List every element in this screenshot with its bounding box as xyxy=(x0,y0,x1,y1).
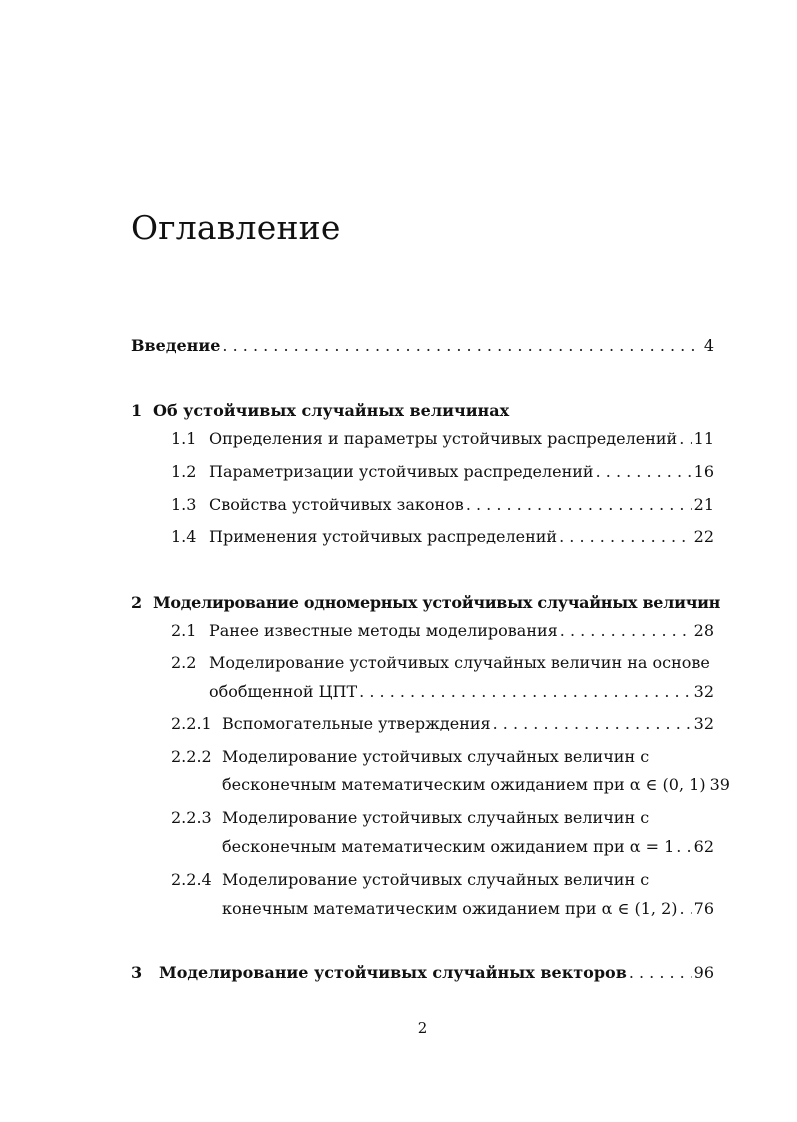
toc-page: 21 xyxy=(693,495,714,514)
toc-leader xyxy=(559,526,692,548)
section-label: Ранее известные методы моделирования xyxy=(209,621,558,640)
toc-page: 11 xyxy=(693,429,714,448)
chapter-number: 2 xyxy=(131,593,142,612)
toc-section-1-1[interactable] xyxy=(171,428,714,450)
section-label: Применения устойчивых распределений xyxy=(209,527,558,546)
section-number: 1.3 xyxy=(171,495,197,514)
section-label-line2: бесконечным математическим ожиданием при α ∈ (0, 1) xyxy=(222,775,706,794)
toc-chapter-2[interactable] xyxy=(131,592,720,614)
toc-leader xyxy=(466,494,692,516)
toc-page: 32 xyxy=(693,682,714,701)
section-label: Определения и параметры устойчивых распределений xyxy=(209,429,678,448)
section-label-line2: обобщенной ЦПТ xyxy=(209,682,358,701)
toc-section-2-2-3-cont[interactable] xyxy=(222,836,714,858)
toc-page: 28 xyxy=(693,621,714,640)
section-label-line1: Моделирование устойчивых случайных величин с xyxy=(222,808,650,827)
toc-page: 39 xyxy=(709,775,730,794)
toc-leader xyxy=(680,898,692,920)
section-label-line1: Моделирование устойчивых случайных величин на основе xyxy=(209,653,710,672)
section-number: 2.1 xyxy=(171,621,197,640)
toc-leader xyxy=(676,836,691,858)
toc-section-1-3[interactable] xyxy=(171,494,714,516)
page-title: Оглавление xyxy=(131,208,341,247)
toc-label: Введение xyxy=(131,336,221,355)
section-number: 2.2 xyxy=(171,653,197,672)
toc-chapter-1[interactable] xyxy=(131,400,509,422)
toc-section-2-2-4-cont[interactable] xyxy=(222,898,714,920)
section-label: Параметризации устойчивых распределений xyxy=(209,462,594,481)
toc-section-2-2-cont[interactable] xyxy=(209,681,714,703)
section-label-line1: Моделирование устойчивых случайных величин с xyxy=(222,747,650,766)
toc-page: 32 xyxy=(693,714,714,733)
section-number: 2.2.1 xyxy=(171,714,212,733)
toc-section-2-2-2-cont[interactable] xyxy=(222,774,730,796)
toc-leader xyxy=(359,681,691,703)
chapter-title: Об устойчивых случайных величинах xyxy=(153,401,510,420)
toc-section-2-1[interactable] xyxy=(171,620,714,642)
section-number: 2.2.3 xyxy=(171,808,212,827)
section-label-line2: конечным математическим ожиданием при α ∈ (1, 2) xyxy=(222,899,678,918)
section-label-line2: бесконечным математическим ожиданием при α = 1 xyxy=(222,837,675,856)
toc-section-2-2-2[interactable] xyxy=(171,746,649,768)
chapter-title: Моделирование одномерных устойчивых случайных величин xyxy=(153,593,721,612)
page-number: 2 xyxy=(417,1019,428,1037)
section-number: 2.2.2 xyxy=(171,747,212,766)
chapter-title: Моделирование устойчивых случайных векторов xyxy=(159,963,627,982)
toc-leader xyxy=(560,620,692,642)
chapter-number: 3 xyxy=(131,963,143,982)
section-label: Вспомогательные утверждения xyxy=(222,714,491,733)
toc-leader xyxy=(629,962,692,984)
toc-leader xyxy=(679,428,691,450)
chapter-number: 1 xyxy=(131,401,143,420)
toc-page: 4 xyxy=(703,336,714,355)
toc-section-1-4[interactable] xyxy=(171,526,714,548)
section-number: 1.2 xyxy=(171,462,197,481)
toc-leader xyxy=(493,713,692,735)
toc-leader xyxy=(596,461,692,483)
toc-section-2-2-1[interactable] xyxy=(171,713,714,735)
section-number: 1.4 xyxy=(171,527,197,546)
toc-page: 62 xyxy=(693,837,714,856)
section-number: 1.1 xyxy=(171,429,197,448)
section-label: Свойства устойчивых законов xyxy=(209,495,464,514)
section-number: 2.2.4 xyxy=(171,870,212,889)
toc-leader xyxy=(222,335,701,357)
toc-page: 76 xyxy=(693,899,714,918)
toc-entry-intro[interactable] xyxy=(131,335,714,357)
toc-page: 22 xyxy=(693,527,714,546)
toc-section-2-2-3[interactable] xyxy=(171,807,649,829)
section-label-line1: Моделирование устойчивых случайных величин с xyxy=(222,870,650,889)
toc-page: 96 xyxy=(693,963,714,982)
toc-page: 16 xyxy=(693,462,714,481)
toc-section-1-2[interactable] xyxy=(171,461,714,483)
toc-section-2-2[interactable] xyxy=(171,652,710,674)
toc-chapter-3[interactable] xyxy=(131,962,714,984)
toc-section-2-2-4[interactable] xyxy=(171,869,649,891)
